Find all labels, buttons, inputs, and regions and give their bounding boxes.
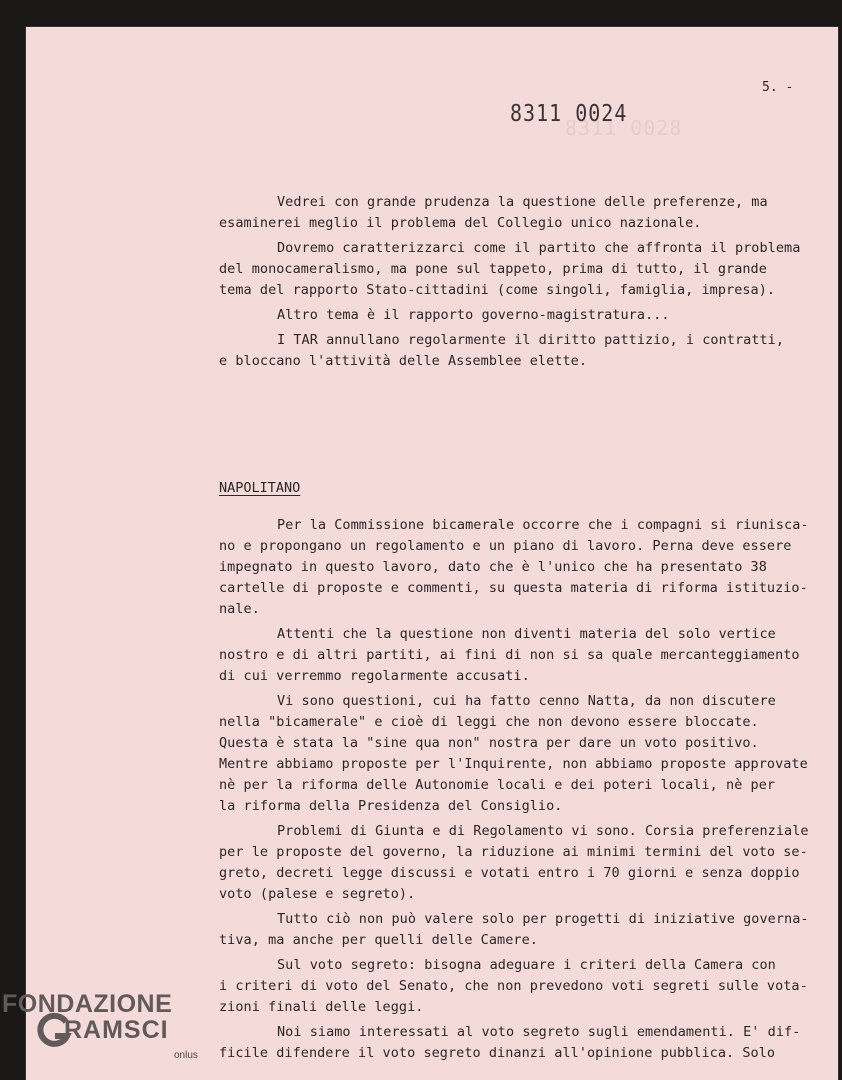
text-line: e bloccano l'attività delle Assemblee elette.: [219, 353, 587, 369]
archive-code-bleed: 8311 0028: [565, 116, 683, 140]
text-line: i criteri di voto del Senato, che non prevedono voti segreti sulle vota-: [219, 978, 808, 994]
text-line: Sul voto segreto: bisogna adeguare i criteri della Camera con: [277, 957, 776, 973]
text-line: Mentre abbiamo proposte per l'Inquirente, non abbiamo proposte approvate: [219, 756, 808, 772]
text-line: cartelle di proposte e commenti, su questa materia di riforma istituzio-: [219, 580, 808, 596]
speaker-heading: NAPOLITANO: [219, 480, 301, 496]
text-line: zioni finali delle leggi.: [219, 999, 424, 1015]
text-line: Dovremo caratterizzarci come il partito che affronta il problema: [277, 240, 801, 256]
text-line: voto (palese e segreto).: [219, 886, 416, 902]
text-line: la riforma della Presidenza del Consiglio.: [219, 798, 563, 814]
text-line: nè per la riforma delle Autonomie locali e dei poteri locali, nè per: [219, 777, 776, 793]
text-line: ficile difendere il voto segreto dinanzi all'opinione pubblica. Solo: [219, 1045, 776, 1061]
text-line: tiva, ma anche per quelli delle Camere.: [219, 932, 538, 948]
text-line: Vedrei con grande prudenza la questione delle preferenze, ma: [277, 194, 768, 210]
text-line: I TAR annullano regolarmente il diritto pattizio, i contratti,: [277, 332, 785, 348]
text-line: Per la Commissione bicamerale occorre che i compagni si riunisca-: [277, 517, 809, 533]
page-number: 5. -: [762, 80, 794, 95]
logo-line2: RAMSCI: [64, 1016, 169, 1044]
text-line: nostro e di altri partiti, ai fini di non si sa quale mercanteggiamento: [219, 647, 800, 663]
archive-code: 8311 0024: [510, 99, 628, 127]
watermark-logo: [2, 990, 212, 1070]
text-line: impegnato in questo lavoro, dato che è l'unico che ha presentato 38: [219, 559, 767, 575]
text-line: esaminerei meglio il problema del Collegio unico nazionale.: [219, 215, 702, 231]
text-line: Questa è stata la "sine qua non" nostra per dare un voto positivo.: [219, 735, 759, 751]
text-line: Attenti che la questione non diventi materia del solo vertice: [277, 626, 776, 642]
text-line: di cui verremmo regolarmente accusati.: [219, 668, 530, 684]
text-line: nella "bicamerale" e cioè di leggi che non devono essere bloccate.: [219, 714, 759, 730]
text-line: del monocameralismo, ma pone sul tappeto, prima di tutto, il grande: [219, 261, 767, 277]
text-line: Vi sono questioni, cui ha fatto cenno Natta, da non discutere: [277, 693, 776, 709]
text-line: greto, decreti legge discussi e votati entro i 70 giorni e senza doppio: [219, 865, 800, 881]
text-line: Noi siamo interessati al voto segreto sugli emendamenti. E' dif-: [277, 1024, 801, 1040]
text-line: Altro tema è il rapporto governo-magistratura...: [277, 307, 670, 323]
logo-suffix: onlus: [174, 1050, 198, 1061]
text-line: Problemi di Giunta e di Regolamento vi sono. Corsia preferenziale: [277, 823, 809, 839]
text-line: tema del rapporto Stato-cittadini (come singoli, famiglia, impresa).: [219, 282, 776, 298]
text-line: per le proposte del governo, la riduzione ai minimi termini del voto se-: [219, 844, 808, 860]
text-line: nale.: [219, 601, 260, 617]
text-line: Tutto ciò non può valere solo per progetti di iniziative governa-: [277, 911, 809, 927]
logo-line1: FONDAZIONE: [2, 990, 173, 1018]
text-line: no e propongano un regolamento e un piano di lavoro. Perna deve essere: [219, 538, 792, 554]
